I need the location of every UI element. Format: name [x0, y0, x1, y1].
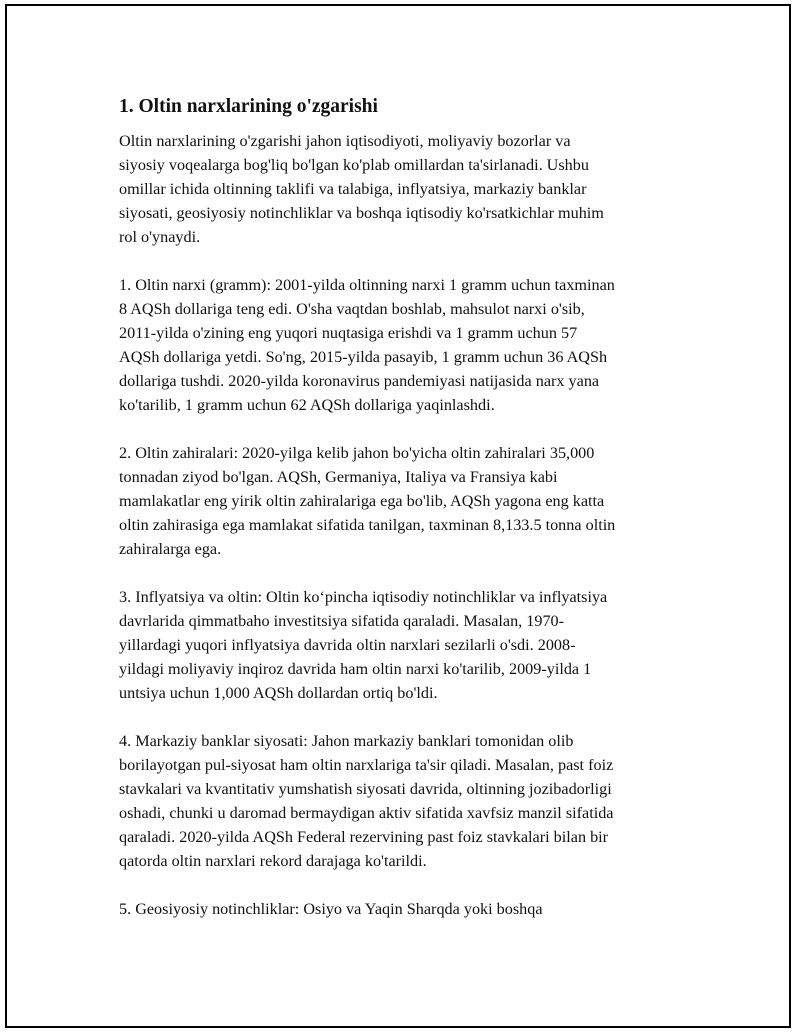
- inflation-paragraph: 3. Inflyatsiya va oltin: Oltin ko‘pincha iqtisodiy notinchliklar va inflyatsiya davrlarida qimmatbaho investitsiya sifatida qaraladi. Masalan, 1970- yillardagi yuqori inflyatsiya davrida oltin narxlari sezilarli o'sdi. 2008- yildagi moliyaviy inqiroz davrida ham oltin narxi ko'tarilib, 2009-yilda 1 untsiya uchun 1,000 AQSh dollardan ortiq bo'ldi.: [119, 588, 608, 702]
- document-body: [119, 94, 691, 921]
- geopolitics-paragraph: 5. Geosiyosiy notinchliklar: Osiyo va Yaqin Sharqda yoki boshqa: [119, 900, 543, 918]
- central-banks-paragraph: 4. Markaziy banklar siyosati: Jahon markaziy banklari tomonidan olib borilayotgan pul-siyosat ham oltin narxlariga ta'sir qiladi. Masalan, past foiz stavkalari va kvantitativ yumshatish siyosati davrida, oltinning jozibadorligi oshadi, chunki u daromad bermaydigan aktiv sifatida xavfsiz manzil sifatida qaraladi. 2020-yilda AQSh Federal rezervining past foiz stavkalari bilan bir qatorda oltin narxlari rekord darajaga ko'tarildi.: [119, 732, 614, 870]
- gold-reserves-paragraph: 2. Oltin zahiralari: 2020-yilga kelib jahon bo'yicha oltin zahiralari 35,000 tonnadan ziyod bo'lgan. AQSh, Germaniya, Italiya va Fransiya kabi mamlakatlar eng yirik oltin zahiralariga ega bo'lib, AQSh yagona eng katta oltin zahirasiga ega mamlakat sifatida tanilgan, taxminan 8,133.5 tonna oltin zahiralarga ega.: [119, 444, 616, 558]
- gold-price-paragraph: 1. Oltin narxi (gramm): 2001-yilda oltinning narxi 1 gramm uchun taxminan 8 AQSh dollariga teng edi. O'sha vaqtdan boshlab, mahsulot narxi o'sib, 2011-yilda o'zining eng yuqori nuqtasiga erishdi va 1 gramm uchun 57 AQSh dollariga yetdi. So'ng, 2015-yilda pasayib, 1 gramm uchun 36 AQSh dollariga tushdi. 2020-yilda koronavirus pandemiyasi natijasida narx yana ko'tarilib, 1 gramm uchun 62 AQSh dollariga yaqinlashdi.: [119, 276, 615, 414]
- intro-paragraph: Oltin narxlarining o'zgarishi jahon iqtisodiyoti, moliyaviy bozorlar va siyosiy voqealarga bog'liq bo'lgan ko'plab omillardan ta'sirlanadi. Ushbu omillar ichida oltinning taklifi va talabiga, inflyatsiya, markaziy banklar siyosati, geosiyosiy notinchliklar va boshqa iqtisodiy ko'rsatkichlar muhim rol o'ynaydi.: [119, 132, 604, 246]
- section-heading: 1. Oltin narxlarining o'zgarishi: [119, 96, 378, 117]
